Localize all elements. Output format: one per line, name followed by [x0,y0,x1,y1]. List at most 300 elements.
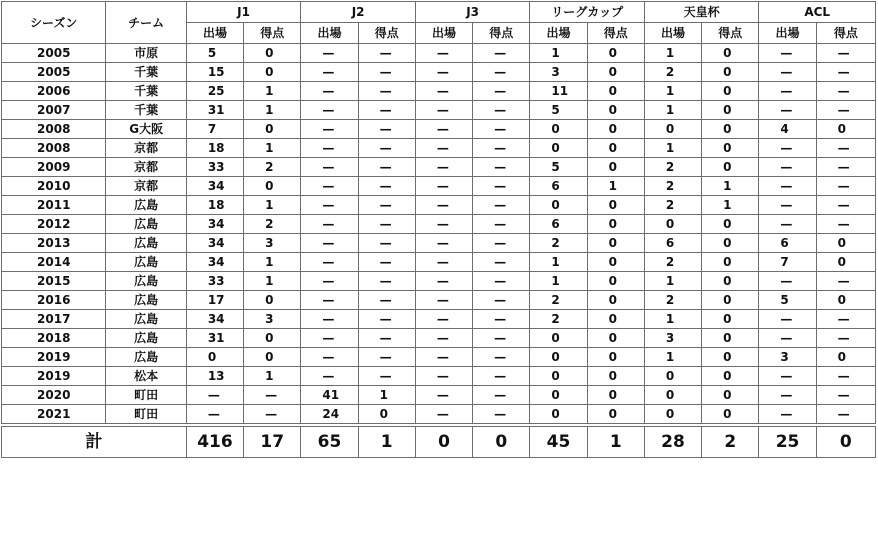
acl-header: ACL [759,2,876,23]
goals-cell: 0 [244,177,301,196]
apps-cell: 34 [186,310,243,329]
goals-cell: 0 [702,44,759,63]
goals-cell: — [816,405,875,424]
goals-cell: — [473,272,530,291]
goals-cell: — [473,82,530,101]
total-cell: 0 [816,427,875,458]
goals-cell: — [816,367,875,386]
total-label: 計 [2,427,187,458]
season-cell: 2010 [2,177,106,196]
apps-cell: 1 [644,272,701,291]
apps-cell: — [759,196,816,215]
apps-cell: 34 [186,253,243,272]
goals-cell: — [473,348,530,367]
apps-header: 出場 [530,23,587,44]
goals-cell: 0 [587,82,644,101]
goals-cell: 0 [702,120,759,139]
goals-cell: — [816,272,875,291]
table-row [2,196,876,215]
total-cell: 25 [759,427,816,458]
goals-cell: 0 [702,291,759,310]
apps-cell: — [415,329,472,348]
goals-cell: — [358,310,415,329]
apps-cell: — [186,405,243,424]
goals-header: 得点 [244,23,301,44]
apps-cell: 2 [644,177,701,196]
goals-cell: — [816,101,875,120]
team-cell: 広島 [106,234,186,253]
goals-header: 得点 [816,23,875,44]
apps-cell: 3 [759,348,816,367]
table-row [2,253,876,272]
apps-cell: 2 [530,234,587,253]
apps-cell: 34 [186,234,243,253]
apps-cell: 1 [644,310,701,329]
goals-cell: 0 [587,291,644,310]
apps-cell: — [301,367,358,386]
goals-cell: — [358,139,415,158]
apps-cell: — [759,82,816,101]
season-cell: 2018 [2,329,106,348]
apps-cell: — [415,120,472,139]
goals-cell: 0 [702,234,759,253]
goals-cell: 0 [587,120,644,139]
apps-cell: — [301,291,358,310]
goals-cell: 2 [244,215,301,234]
season-cell: 2013 [2,234,106,253]
table-row [2,367,876,386]
goals-cell: 3 [244,234,301,253]
goals-cell: — [358,291,415,310]
table-row [2,310,876,329]
apps-header: 出場 [186,23,243,44]
table-row [2,348,876,367]
goals-cell: — [358,215,415,234]
season-cell: 2006 [2,82,106,101]
goals-cell: 0 [587,63,644,82]
league-cup-header: リーグカップ [530,2,645,23]
apps-cell: — [415,367,472,386]
season-cell: 2016 [2,291,106,310]
goals-cell: — [473,177,530,196]
table-row [2,101,876,120]
goals-cell: 0 [702,405,759,424]
apps-cell: — [301,234,358,253]
apps-cell: — [759,367,816,386]
goals-cell: — [358,348,415,367]
total-cell: 2 [702,427,759,458]
goals-cell: — [473,158,530,177]
team-cell: 広島 [106,196,186,215]
goals-cell: 0 [244,329,301,348]
total-cell: 17 [244,427,301,458]
apps-cell: — [301,120,358,139]
goals-cell: — [358,253,415,272]
season-cell: 2019 [2,348,106,367]
goals-cell: 0 [702,215,759,234]
apps-cell: — [759,272,816,291]
apps-header: 出場 [415,23,472,44]
goals-cell: 1 [244,253,301,272]
apps-cell: — [301,253,358,272]
team-cell: 千葉 [106,82,186,101]
season-cell: 2019 [2,367,106,386]
apps-cell: — [301,44,358,63]
table-row [2,139,876,158]
apps-cell: 1 [644,44,701,63]
goals-cell: 1 [244,82,301,101]
goals-cell: — [816,139,875,158]
apps-cell: 1 [644,82,701,101]
apps-cell: 0 [644,386,701,405]
goals-cell: 0 [702,253,759,272]
season-cell: 2012 [2,215,106,234]
table-row [2,272,876,291]
apps-cell: 1 [530,44,587,63]
table-row [2,177,876,196]
apps-cell: 4 [759,120,816,139]
apps-header: 出場 [759,23,816,44]
season-cell: 2008 [2,139,106,158]
apps-cell: 6 [530,177,587,196]
team-header: チーム [106,2,186,44]
goals-cell: — [473,101,530,120]
apps-cell: — [759,101,816,120]
goals-cell: 0 [702,63,759,82]
goals-cell: — [473,291,530,310]
apps-cell: — [301,272,358,291]
goals-cell: 1 [358,386,415,405]
apps-cell: — [759,158,816,177]
goals-cell: 0 [587,310,644,329]
apps-cell: 2 [644,196,701,215]
goals-cell: 0 [587,139,644,158]
goals-cell: — [358,158,415,177]
goals-cell: 0 [816,253,875,272]
team-cell: 京都 [106,158,186,177]
table-row [2,120,876,139]
table-row [2,291,876,310]
season-cell: 2005 [2,63,106,82]
goals-cell: — [473,234,530,253]
apps-cell: — [301,329,358,348]
season-cell: 2021 [2,405,106,424]
apps-cell: — [415,405,472,424]
team-cell: 市原 [106,44,186,63]
table-row [2,405,876,424]
season-cell: 2017 [2,310,106,329]
apps-cell: 6 [759,234,816,253]
goals-cell: 1 [244,196,301,215]
apps-cell: — [415,177,472,196]
goals-cell: 0 [587,158,644,177]
goals-cell: — [358,196,415,215]
team-cell: G大阪 [106,120,186,139]
goals-cell: — [358,234,415,253]
goals-cell: 0 [587,44,644,63]
apps-cell: — [759,405,816,424]
apps-cell: — [186,386,243,405]
team-cell: 千葉 [106,63,186,82]
apps-cell: — [415,348,472,367]
table-row [2,44,876,63]
apps-cell: 0 [530,120,587,139]
apps-cell: — [301,101,358,120]
goals-cell: 0 [244,44,301,63]
apps-cell: — [415,196,472,215]
season-cell: 2007 [2,101,106,120]
goals-cell: 0 [816,234,875,253]
total-row [2,427,876,458]
goals-cell: 0 [244,348,301,367]
goals-cell: — [473,329,530,348]
team-cell: 広島 [106,310,186,329]
team-cell: 広島 [106,253,186,272]
goals-cell: — [358,101,415,120]
total-cell: 0 [415,427,472,458]
total-cell: 1 [358,427,415,458]
apps-cell: 33 [186,158,243,177]
apps-cell: 34 [186,215,243,234]
table-row [2,63,876,82]
goals-cell: 0 [587,253,644,272]
apps-cell: 5 [186,44,243,63]
apps-cell: 25 [186,82,243,101]
apps-cell: — [759,215,816,234]
apps-cell: 3 [530,63,587,82]
apps-cell: — [301,82,358,101]
team-cell: 広島 [106,215,186,234]
table-footer [2,424,876,458]
apps-cell: 5 [759,291,816,310]
goals-header: 得点 [702,23,759,44]
goals-cell: — [358,329,415,348]
goals-cell: — [473,310,530,329]
goals-cell: — [473,405,530,424]
apps-cell: — [415,139,472,158]
apps-cell: 2 [530,291,587,310]
goals-cell: 2 [244,158,301,177]
goals-cell: — [473,386,530,405]
apps-cell: 34 [186,177,243,196]
apps-cell: — [415,253,472,272]
apps-cell: 1 [644,101,701,120]
goals-cell: 0 [587,272,644,291]
apps-cell: 0 [530,348,587,367]
apps-cell: — [301,310,358,329]
goals-cell: — [816,329,875,348]
goals-header: 得点 [587,23,644,44]
apps-cell: — [415,272,472,291]
table-row [2,329,876,348]
goals-cell: 0 [702,329,759,348]
apps-cell: 33 [186,272,243,291]
apps-cell: 1 [530,253,587,272]
apps-cell: — [301,158,358,177]
goals-cell: 0 [587,405,644,424]
season-cell: 2011 [2,196,106,215]
apps-cell: — [415,63,472,82]
goals-cell: 0 [702,82,759,101]
apps-cell: 1 [644,348,701,367]
total-cell: 416 [186,427,243,458]
apps-cell: 31 [186,101,243,120]
apps-cell: 3 [644,329,701,348]
apps-cell: 6 [530,215,587,234]
team-cell: 千葉 [106,101,186,120]
goals-cell: 1 [244,272,301,291]
goals-cell: 1 [702,177,759,196]
goals-cell: — [473,253,530,272]
goals-cell: — [358,63,415,82]
team-cell: 広島 [106,291,186,310]
apps-cell: — [415,234,472,253]
goals-cell: 0 [244,120,301,139]
apps-cell: — [415,291,472,310]
apps-cell: 0 [186,348,243,367]
apps-cell: — [301,63,358,82]
goals-cell: — [473,196,530,215]
team-cell: 松本 [106,367,186,386]
goals-cell: — [816,196,875,215]
goals-cell: 0 [702,101,759,120]
apps-cell: — [415,386,472,405]
apps-cell: — [301,348,358,367]
apps-cell: 0 [644,120,701,139]
total-cell: 28 [644,427,701,458]
goals-cell: — [816,386,875,405]
goals-cell: 0 [358,405,415,424]
goals-cell: — [358,120,415,139]
apps-cell: 1 [530,272,587,291]
apps-cell: 5 [530,101,587,120]
goals-cell: 0 [244,63,301,82]
goals-cell: — [816,158,875,177]
team-cell: 町田 [106,386,186,405]
goals-cell: — [816,215,875,234]
apps-cell: 0 [530,386,587,405]
goals-cell: — [473,367,530,386]
apps-cell: — [759,63,816,82]
apps-cell: — [759,310,816,329]
goals-cell: — [473,120,530,139]
goals-cell: 0 [587,348,644,367]
goals-cell: 1 [244,139,301,158]
apps-cell: — [415,44,472,63]
team-cell: 町田 [106,405,186,424]
goals-cell: 0 [816,120,875,139]
goals-cell: 0 [702,272,759,291]
total-cell: 65 [301,427,358,458]
goals-cell: 0 [702,139,759,158]
goals-cell: — [244,405,301,424]
goals-cell: 0 [702,367,759,386]
apps-cell: 31 [186,329,243,348]
apps-cell: — [301,177,358,196]
apps-cell: 0 [530,139,587,158]
goals-cell: — [358,82,415,101]
total-cell: 0 [473,427,530,458]
apps-header: 出場 [301,23,358,44]
goals-cell: 1 [587,177,644,196]
apps-cell: 11 [530,82,587,101]
apps-cell: 1 [644,139,701,158]
goals-cell: 0 [702,158,759,177]
apps-cell: — [759,386,816,405]
apps-cell: 18 [186,139,243,158]
goals-cell: — [816,82,875,101]
goals-cell: 0 [816,348,875,367]
apps-cell: 2 [644,291,701,310]
apps-cell: 15 [186,63,243,82]
goals-cell: 0 [587,367,644,386]
career-stats-table [1,1,876,458]
apps-cell: — [759,177,816,196]
apps-cell: 5 [530,158,587,177]
apps-cell: — [415,215,472,234]
goals-cell: 0 [702,386,759,405]
season-cell: 2005 [2,44,106,63]
apps-cell: 2 [530,310,587,329]
apps-cell: 0 [530,367,587,386]
goals-cell: 0 [702,348,759,367]
goals-cell: 3 [244,310,301,329]
goals-cell: 0 [587,215,644,234]
table-row [2,234,876,253]
goals-cell: 0 [587,329,644,348]
table-header [2,2,876,44]
goals-cell: 1 [244,101,301,120]
team-cell: 広島 [106,329,186,348]
apps-cell: — [759,329,816,348]
j2-header: J2 [301,2,416,23]
goals-header: 得点 [473,23,530,44]
apps-cell: — [415,310,472,329]
goals-cell: — [244,386,301,405]
goals-cell: 0 [244,291,301,310]
apps-cell: — [415,82,472,101]
goals-cell: 0 [816,291,875,310]
apps-cell: 24 [301,405,358,424]
goals-cell: — [816,310,875,329]
apps-cell: — [759,44,816,63]
total-cell: 45 [530,427,587,458]
season-cell: 2020 [2,386,106,405]
apps-cell: 0 [644,405,701,424]
emperors-cup-header: 天皇杯 [644,2,759,23]
team-cell: 広島 [106,348,186,367]
team-cell: 京都 [106,139,186,158]
apps-cell: 13 [186,367,243,386]
season-cell: 2008 [2,120,106,139]
apps-cell: 0 [530,329,587,348]
apps-cell: 2 [644,253,701,272]
goals-cell: — [473,215,530,234]
goals-cell: — [473,63,530,82]
apps-cell: — [301,139,358,158]
table-body [2,44,876,424]
goals-cell: — [816,44,875,63]
apps-cell: 7 [759,253,816,272]
apps-cell: — [415,158,472,177]
apps-cell: 2 [644,158,701,177]
apps-cell: 6 [644,234,701,253]
season-header: シーズン [2,2,106,44]
goals-cell: — [816,177,875,196]
team-cell: 京都 [106,177,186,196]
apps-header: 出場 [644,23,701,44]
season-cell: 2014 [2,253,106,272]
